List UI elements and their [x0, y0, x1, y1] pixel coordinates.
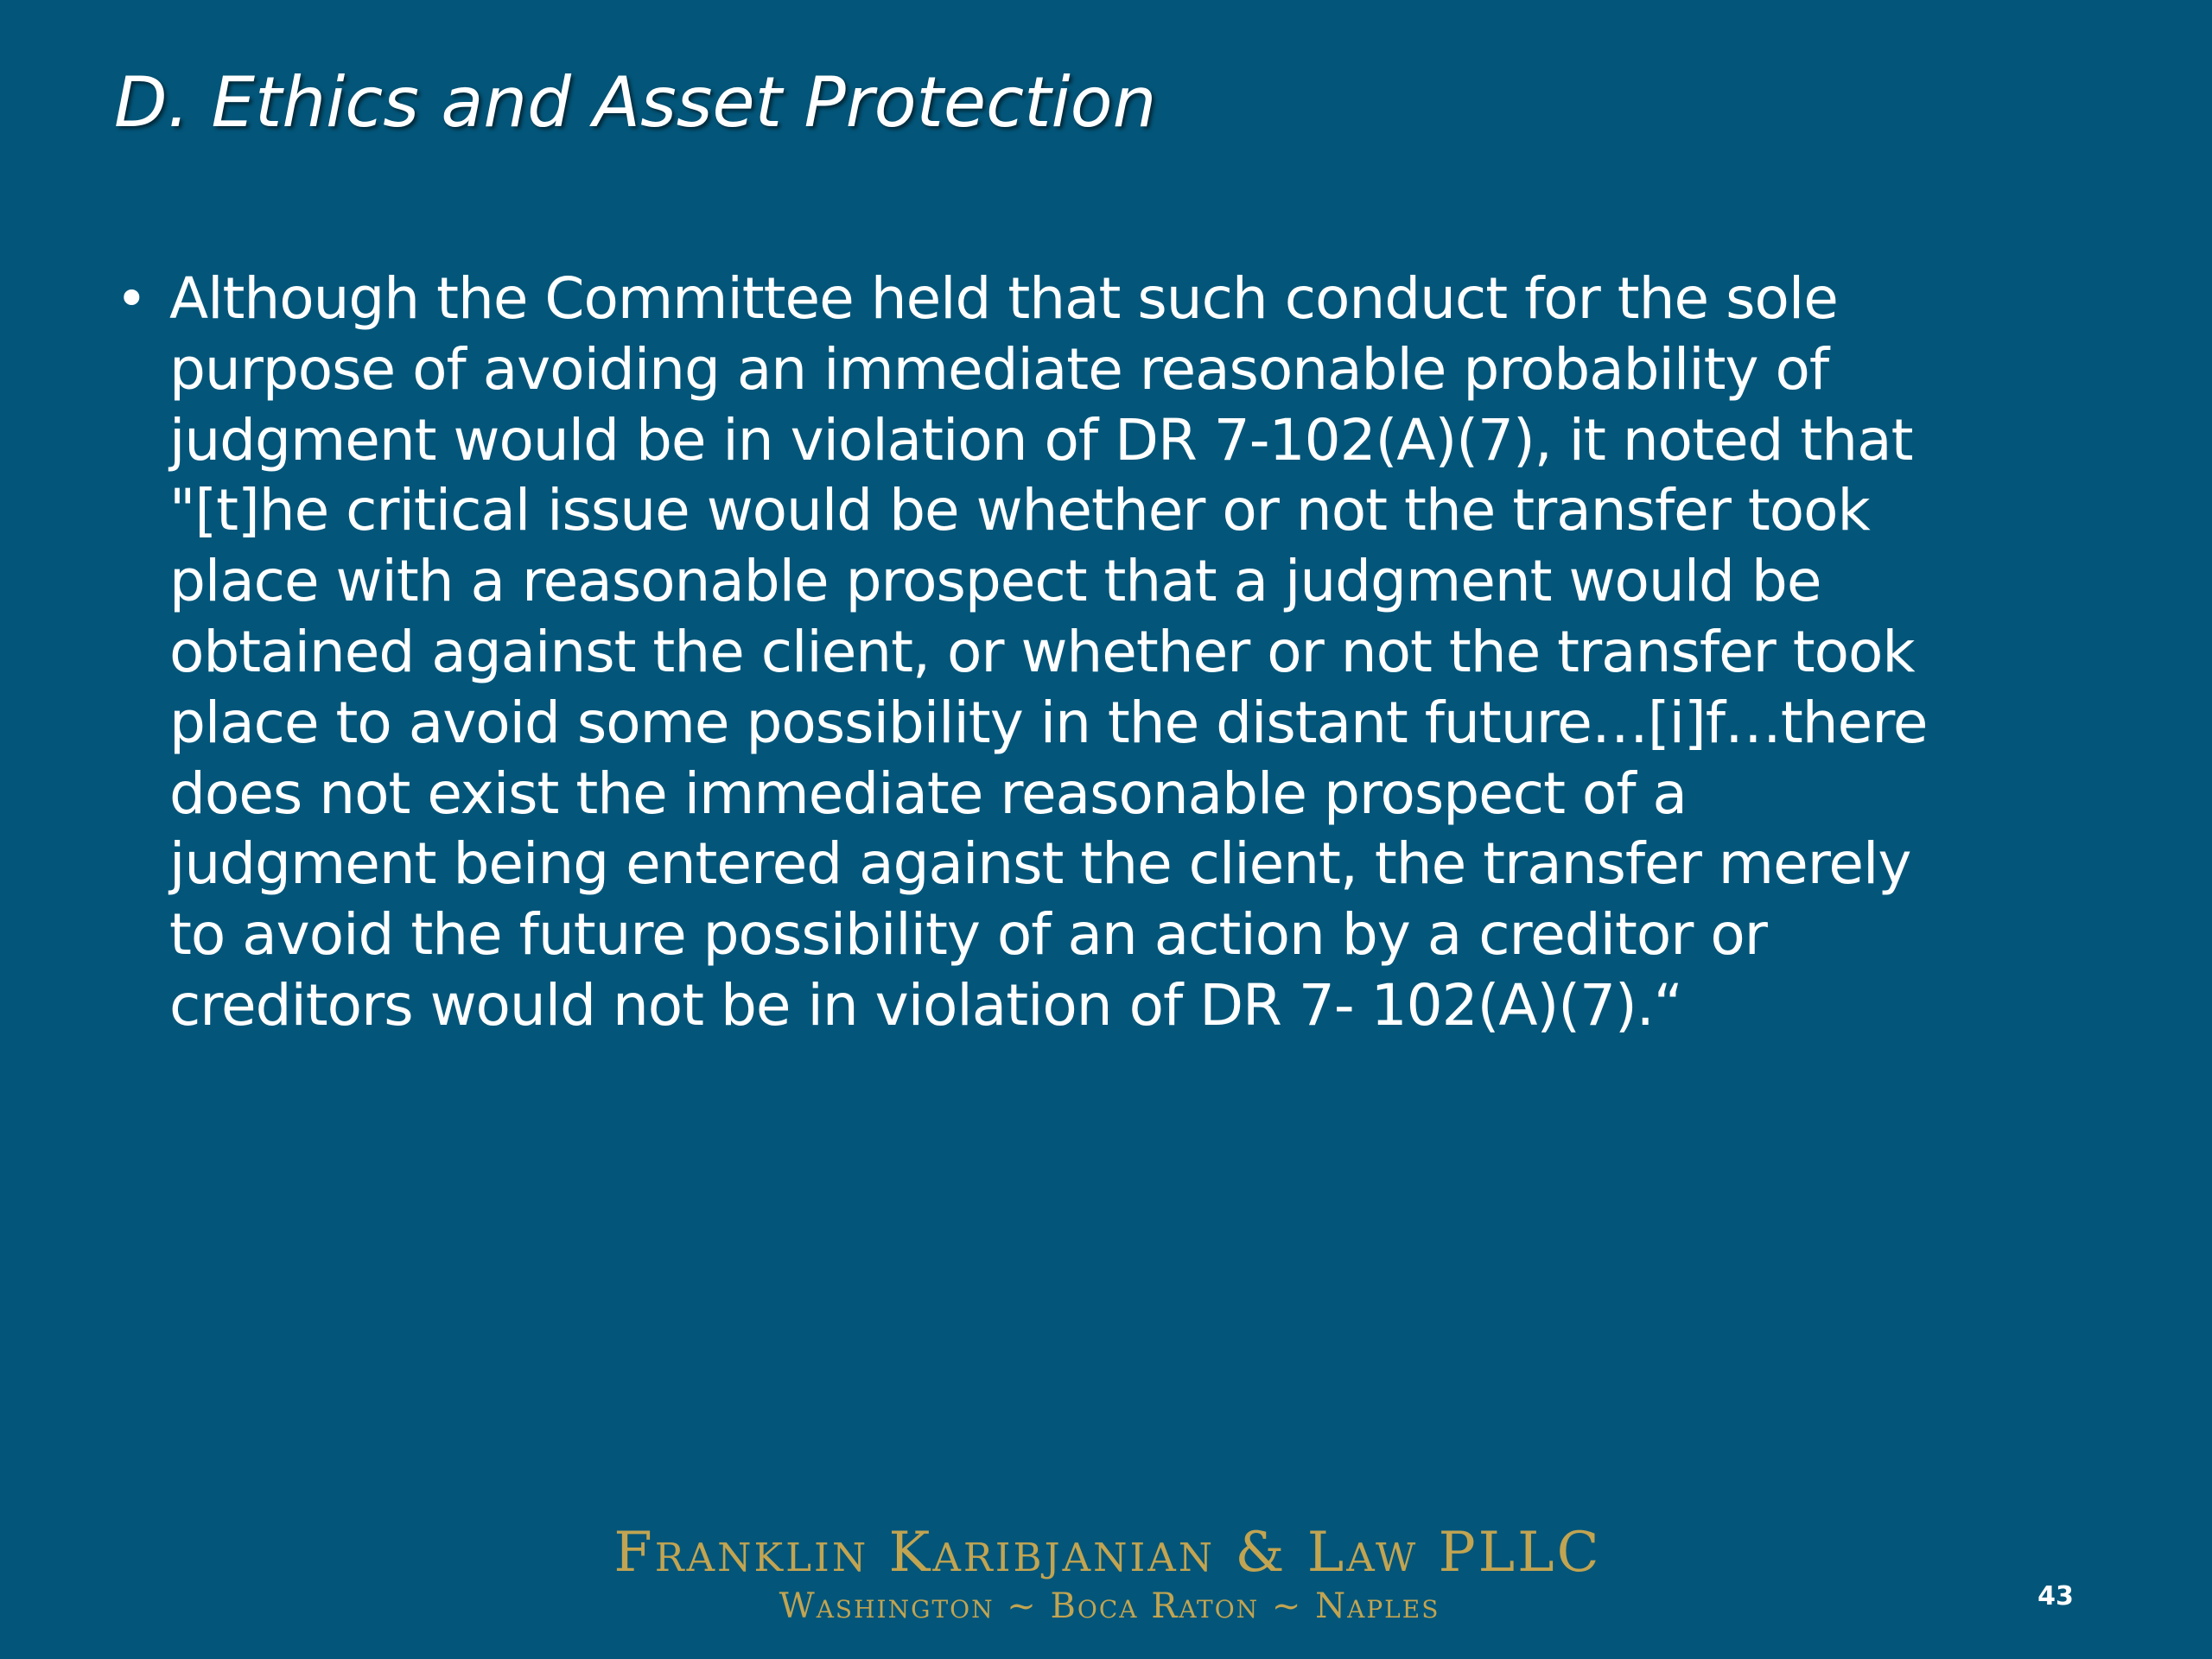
bullet-line: Although the Committee held that such conduct for the sole	[169, 265, 1838, 332]
slide-title: D. Ethics and Asset Protection	[114, 62, 1157, 143]
bullet-line: to avoid the future possibility of an action by a creditor or	[169, 901, 1767, 969]
bullet-marker: •	[116, 267, 148, 330]
bullet-line: purpose of avoiding an immediate reasonable probability of	[169, 335, 1829, 403]
bullet-line: "[t]he critical issue would be whether or not the transfer took	[169, 477, 1870, 544]
bullet-line: creditors would not be in violation of DR 7- 102(A)(7).“	[169, 971, 1682, 1039]
bullet-line: judgment being entered against the client, the transfer merely	[169, 830, 1911, 898]
bullet-line: place to avoid some possibility in the distant future…[i]f…there	[169, 689, 1928, 756]
bullet-item	[112, 264, 2117, 1041]
footer-firm-cities: Washington ~ Boca Raton ~ Naples	[779, 1586, 1440, 1626]
bullet-line: obtained against the client, or whether or not the transfer took	[169, 618, 1915, 685]
bullet-text	[169, 264, 2117, 1041]
page-number: 43	[2037, 1581, 2074, 1611]
bullet-line: place with a reasonable prospect that a judgment would be	[169, 548, 1821, 615]
footer-firm-name: Franklin Karibjanian & Law PLLC	[613, 1521, 1602, 1585]
bullet-list	[112, 264, 2117, 1041]
bullet-line: judgment would be in violation of DR 7-102(A)(7), it noted that	[169, 406, 1913, 474]
bullet-line: does not exist the immediate reasonable prospect of a	[169, 760, 1687, 827]
